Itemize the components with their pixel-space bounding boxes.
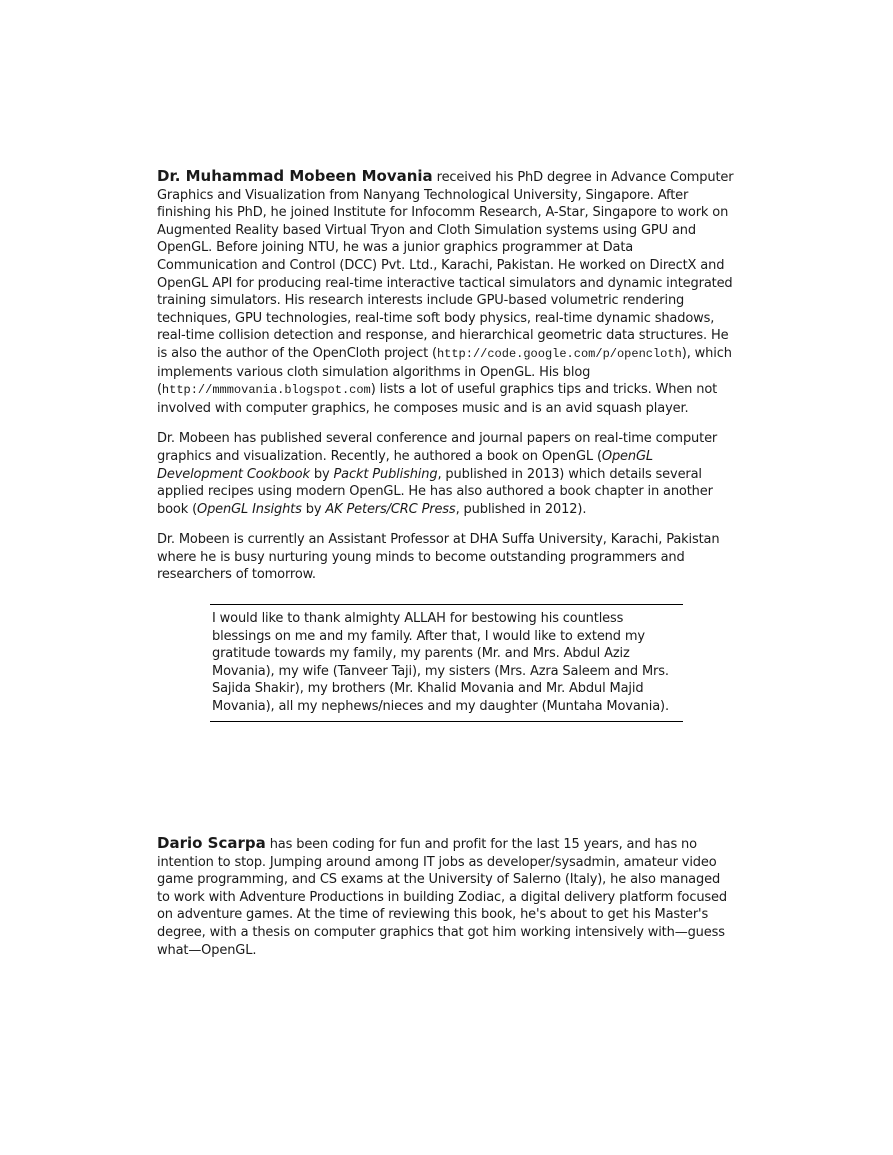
book-title: OpenGL Development Cookbook	[157, 448, 654, 482]
bio-movania	[157, 168, 735, 597]
bio-text: , published in 2012).	[455, 501, 587, 517]
bio-text: ) lists a lot of useful graphics tips and tricks. When not involved with computer graphics, he composes music and is an avid squash player.	[157, 382, 718, 416]
bio-text: by	[309, 466, 334, 482]
bio-scarpa	[157, 835, 735, 972]
bio-text: Dr. Mobeen has published several conference and journal papers on real-time computer graphics and visualization. Recently, he authored a book on OpenGL (	[157, 431, 718, 464]
blog-url: http://mmmovania.blogspot.com	[161, 383, 371, 398]
bio-text: , published in 2013) which details several applied recipes using modern OpenGL. He has also authored a book chapter in another book (	[157, 466, 713, 517]
bio-movania-paragraph-2	[157, 430, 735, 518]
acknowledgement-box	[210, 604, 683, 722]
publisher-name: AK Peters/CRC Press	[325, 501, 456, 517]
acknowledgement-text: I would like to thank almighty ALLAH for bestowing his countless blessings on me and my family. After that, I would like to extend my gratitude towards my family, my parents (Mr. and Mrs. Abdul Aziz Movania), my wife (Tanveer Taji), my sisters (Mrs. Azra Saleem and Mrs. Sajida Shakir), my brothers (Mr. Khalid Movania and Mr. Abdul Majid Movania), all my nephews/nieces and my daughter (Muntaha Movania).	[212, 611, 669, 714]
publisher-name: Packt Publishing	[333, 466, 438, 482]
book-title: OpenGL Insights	[197, 501, 302, 517]
bio-movania-paragraph-3: Dr. Mobeen is currently an Assistant Professor at DHA Suffa University, Karachi, Pakistan where he is busy nurturing young minds to become outstanding programmers and researchers of tomorrow.	[157, 532, 720, 583]
bio-text: has been coding for fun and profit for the last 15 years, and has no intention to stop. Jumping around among IT jobs as developer/sysadmin, amateur video game programming, and CS exams at the University of Salerno (Italy), he also managed to work with Adventure Productions in building Zodiac, a digital delivery platform focused on adventure games. At the time of reviewing this book, he's about to get his Master's degree, with a thesis on computer graphics that got him working intensively with—guess what—OpenGL.	[157, 837, 727, 958]
opencloth-url: http://code.google.com/p/opencloth	[436, 346, 682, 361]
reviewer-name: Dario Scarpa	[157, 834, 266, 852]
bio-text: ), which implements various cloth simulation algorithms in OpenGL. His blog (	[157, 345, 732, 398]
bio-text: received his PhD degree in Advance Computer Graphics and Visualization from Nanyang Technological University, Singapore. After finishing his PhD, he joined Institute for Infocomm Research, A-Star, Singapore to work on Augmented Reality based Virtual Tryon and Cloth Simulation systems using GPU and OpenGL. Before joining NTU, he was a junior graphics programmer at Data Communication and Control (DCC) Pvt. Ltd., Karachi, Pakistan. He worked on DirectX and OpenGL API for producing real-time interactive tactical simulators and dynamic integrated training simulators. His research interests include GPU-based volumetric rendering techniques, GPU technologies, real-time soft body physics, real-time dynamic shadows, real-time collision detection and response, and hierarchical geometric data structures. He is also the author of the OpenCloth project (	[157, 170, 734, 361]
bio-scarpa-paragraph	[157, 835, 735, 959]
bio-movania-paragraph-1	[157, 168, 735, 417]
bio-text: by	[301, 501, 326, 517]
reviewer-name: Dr. Muhammad Mobeen Movania	[157, 167, 433, 185]
